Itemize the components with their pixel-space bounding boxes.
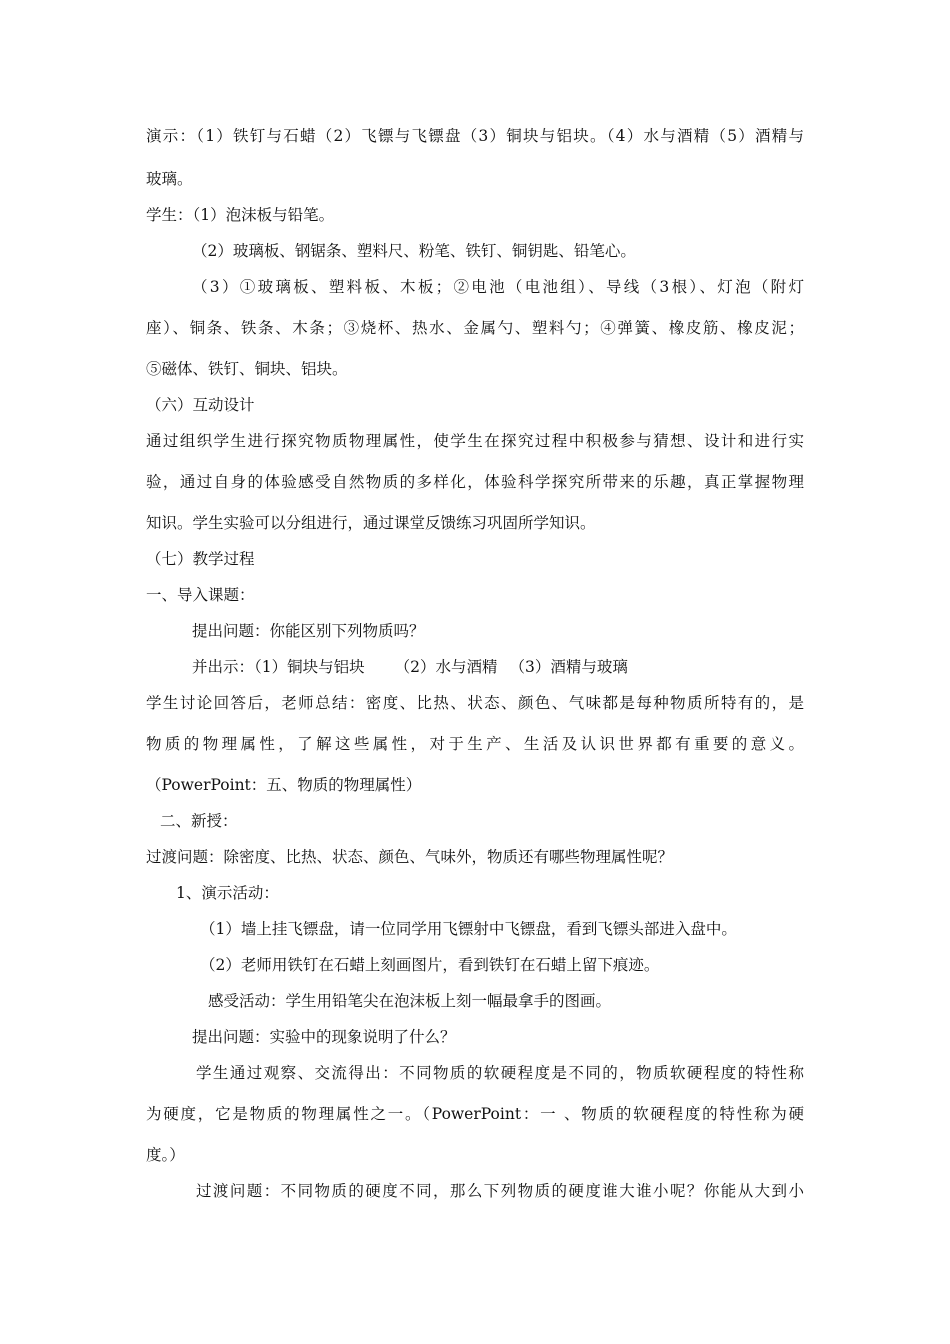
text-line-activity-1: （1）墙上挂飞镖盘，请一位同学用飞镖射中飞镖盘，看到飞镖头部进入盘中。 [200, 920, 737, 938]
text-line-interaction-3: 知识。学生实验可以分组进行，通过课堂反馈练习巩固所学知识。 [146, 514, 596, 532]
text-line-demo-items: 演示：（1）铁钉与石蜡（2）飞镖与飞镖盘（3）铜块与铝块。（4）水与酒精（5）酒精与 [146, 127, 804, 145]
text-line-conclusion-1: 学生通过观察、交流得出：不同物质的软硬程度是不同的，物质软硬程度的特性称 [196, 1064, 804, 1082]
show-item-2: （2）水与酒精 [394, 658, 498, 676]
text-line-ppt-ref: （PowerPoint：五、物质的物理属性） [146, 776, 422, 794]
text-line-show [192, 657, 628, 677]
show-item-3: （3）酒精与玻璃 [509, 658, 628, 676]
text-line-student-3: （3）①玻璃板、塑料板、木板；②电池（电池组）、导线（3根）、灯泡（附灯 [192, 278, 804, 296]
text-line-student-2: （2）玻璃板、钢锯条、塑料尺、粉笔、铁钉、铜钥匙、铅笔心。 [192, 242, 636, 260]
text-line-feel-activity: 感受活动：学生用铅笔尖在泡沫板上刻一幅最拿手的图画。 [208, 992, 612, 1010]
text-line-activity-2: （2）老师用铁钉在石蜡上刻画图片，看到铁钉在石蜡上留下痕迹。 [200, 956, 660, 974]
text-line-student-1: 学生：（1）泡沫板与铅笔。 [146, 206, 335, 224]
text-line-transition-1: 过渡问题：除密度、比热、状态、颜色、气味外，物质还有哪些物理属性呢？ [146, 848, 674, 866]
text-line-demo-items-cont: 玻璃。 [146, 170, 193, 188]
text-line-summary-2: 物质的物理属性，了解这些属性，对于生产、生活及认识世界都有重要的意义。 [146, 735, 804, 753]
show-item-1: 并出示：（1）铜块与铝块 [192, 658, 365, 676]
text-line-conclusion-2: 为硬度，它是物质的物理属性之一。（PowerPoint：一 、物质的软硬程度的特性称为硬 [146, 1105, 804, 1123]
text-line-transition-2: 过渡问题：不同物质的硬度不同，那么下列物质的硬度谁大谁小呢？你能从大到小 [196, 1182, 804, 1200]
text-line-interaction-2: 验，通过自身的体验感受自然物质的多样化，体验科学探究所带来的乐趣，真正掌握物理 [146, 473, 804, 491]
text-line-conclusion-3: 度。） [146, 1146, 185, 1164]
text-line-question-2: 提出问题：实验中的现象说明了什么？ [192, 1028, 456, 1046]
text-line-student-3-end: ⑤磁体、铁钉、铜块、铝块。 [146, 360, 348, 378]
subsection-heading-new-lesson: 二、新授： [160, 812, 238, 830]
text-line-summary-1: 学生讨论回答后，老师总结：密度、比热、状态、颜色、气味都是每种物质所特有的，是 [146, 694, 804, 712]
text-line-demo-activity: 1、演示活动： [176, 884, 279, 902]
section-heading-teaching-process: （七）教学过程 [146, 550, 255, 568]
text-line-student-3-cont: 座）、铜条、铁条、木条；③烧杯、热水、金属勺、塑料勺；④弹簧、橡皮筋、橡皮泥； [146, 319, 804, 337]
subsection-heading-intro: 一、导入课题： [146, 586, 255, 604]
text-line-question: 提出问题：你能区别下列物质吗？ [192, 622, 425, 640]
text-line-interaction-1: 通过组织学生进行探究物质物理属性，使学生在探究过程中积极参与猜想、设计和进行实 [146, 432, 804, 450]
section-heading-interaction: （六）互动设计 [146, 396, 255, 414]
